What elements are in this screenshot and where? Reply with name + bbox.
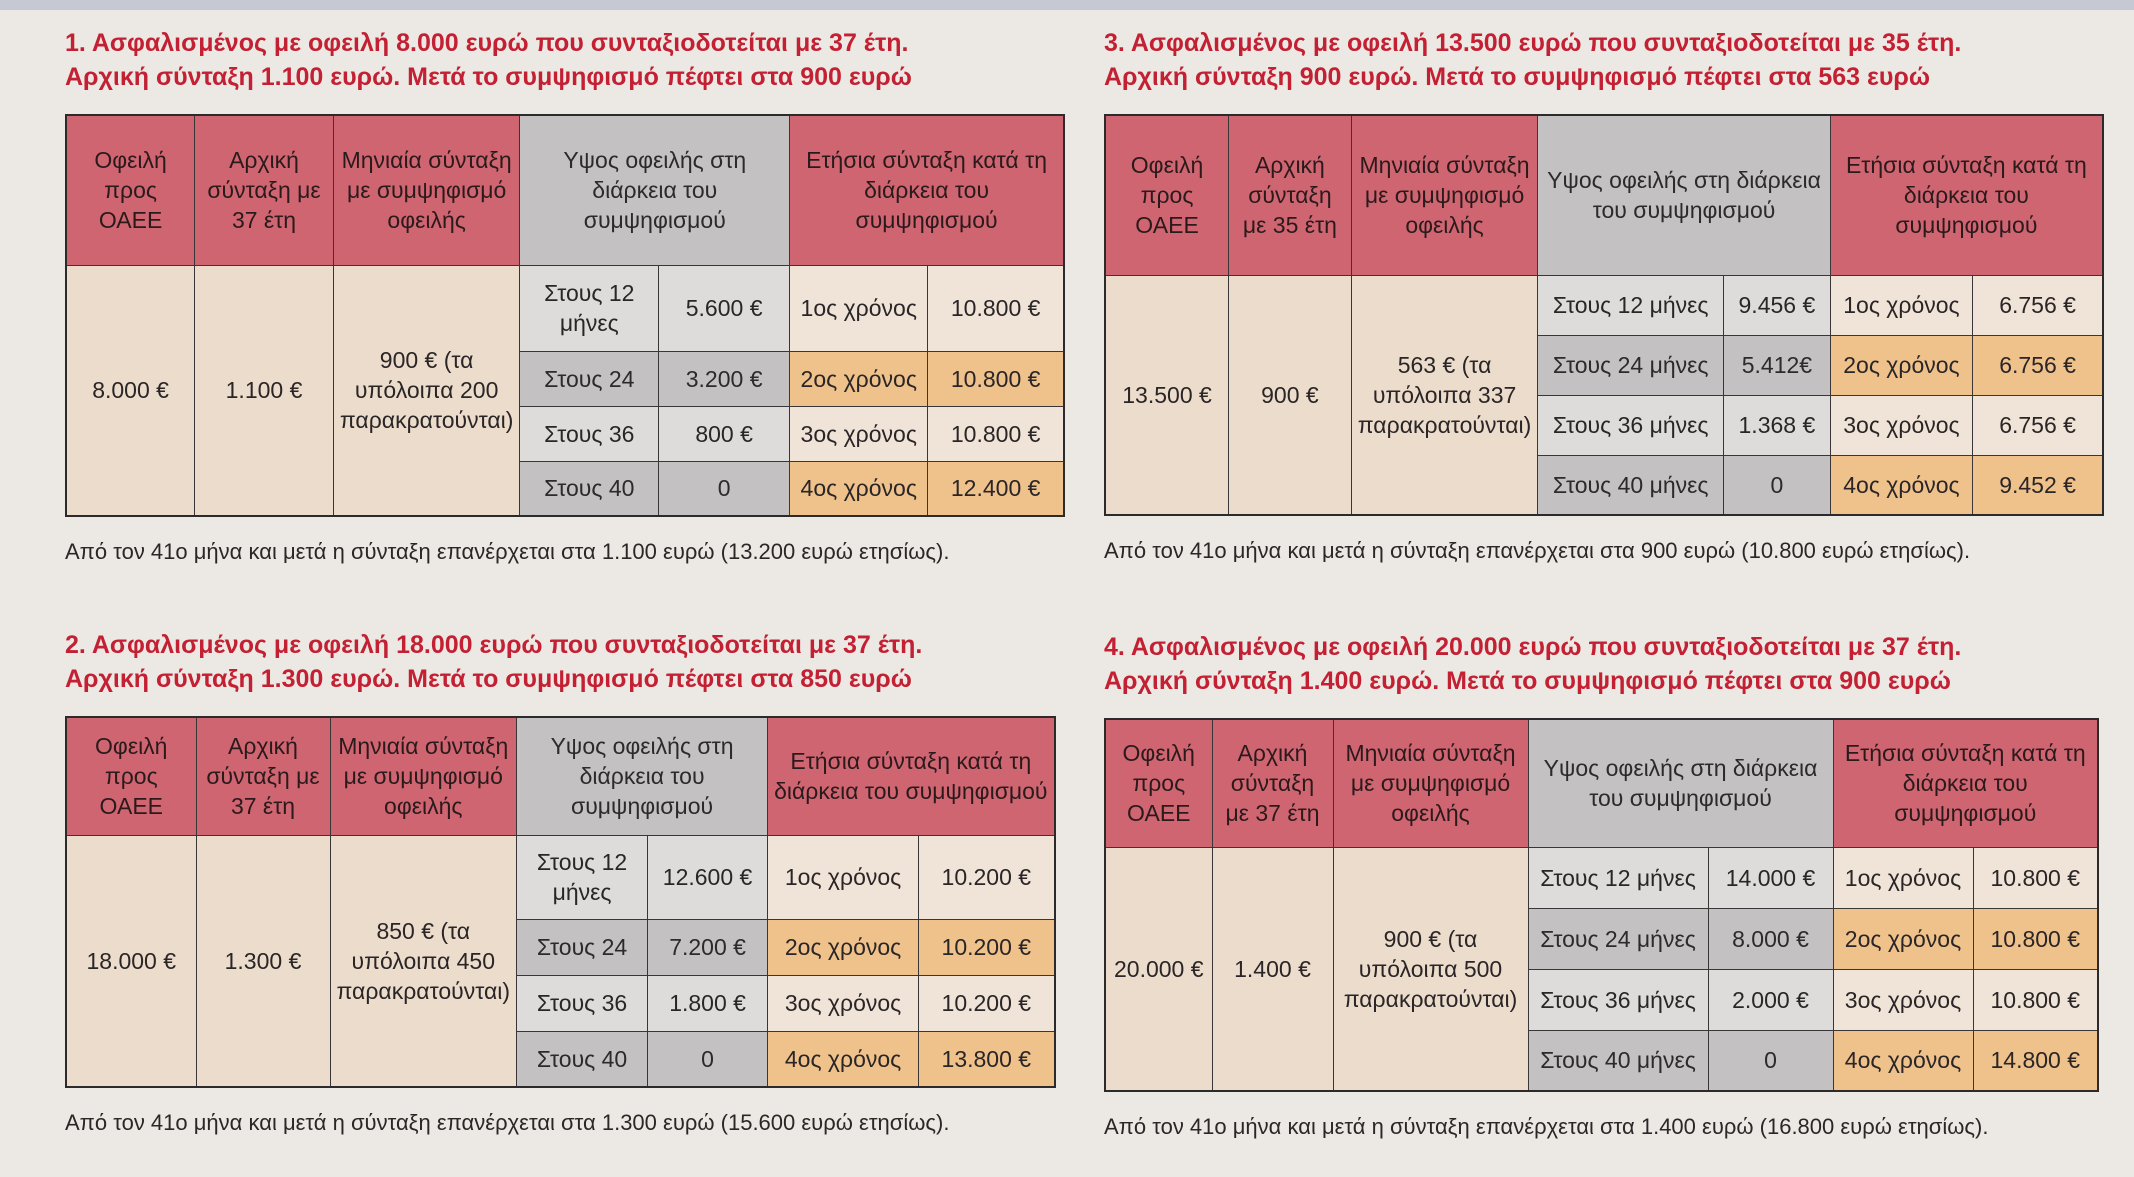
period-cell: Στους 24 <box>520 351 659 406</box>
monthly-pension-cell: 850 € (τα υπόλοιπα 450 παρακρατούνται) <box>330 835 517 1087</box>
table-row <box>66 835 1055 919</box>
header-debt: Οφειλή προς ΟΑΕΕ <box>1105 719 1212 847</box>
initial-pension-cell: 1.100 € <box>195 265 334 516</box>
year-cell: 2ος χρόνος <box>1833 908 1973 969</box>
year-cell: 3ος χρόνος <box>1833 969 1973 1030</box>
table-header-row <box>1105 115 2103 275</box>
pension-table-panel-3 <box>1104 26 2104 566</box>
year-cell: 3ος χρόνος <box>768 975 919 1031</box>
period-cell: Στους 12 μήνες <box>1528 847 1708 908</box>
initial-pension-cell: 1.400 € <box>1212 847 1333 1091</box>
annual-pension-cell: 9.452 € <box>1973 455 2103 515</box>
panel-heading-line-2: Αρχική σύνταξη 900 ευρώ. Μετά το συμψηφισμό πέφτει στα 563 ευρώ <box>1104 63 1931 91</box>
table-header-row <box>66 717 1055 835</box>
year-cell: 4ος χρόνος <box>790 461 928 516</box>
table-row <box>66 265 1064 351</box>
header-annual-pension: Ετήσια σύνταξη κατά τη διάρκεια του συμψηφισμού <box>790 115 1064 265</box>
top-edge-bar <box>0 0 2134 10</box>
remaining-debt-cell: 1.800 € <box>648 975 768 1031</box>
header-remaining-debt: Υψος οφειλής στη διάρκεια του συμψηφισμού <box>1538 115 1830 275</box>
offset-table <box>65 114 1065 517</box>
header-remaining-debt: Υψος οφειλής στη διάρκεια του συμψηφισμού <box>1528 719 1833 847</box>
debt-cell: 20.000 € <box>1105 847 1212 1091</box>
header-initial-pension: Αρχική σύνταξη με 35 έτη <box>1229 115 1352 275</box>
pension-table-panel-2 <box>65 628 1065 1138</box>
header-monthly-pension: Μηνιαία σύνταξη με συμψηφισμό οφειλής <box>1351 115 1538 275</box>
annual-pension-cell: 10.200 € <box>919 919 1055 975</box>
header-debt: Οφειλή προς ΟΑΕΕ <box>66 115 195 265</box>
period-cell: Στους 36 <box>517 975 648 1031</box>
table-header-row <box>1105 719 2098 847</box>
annual-pension-cell: 10.800 € <box>1973 847 2098 908</box>
remaining-debt-cell: 0 <box>1708 1030 1833 1091</box>
header-annual-pension: Ετήσια σύνταξη κατά τη διάρκεια του συμψηφισμού <box>1833 719 2098 847</box>
year-cell: 2ος χρόνος <box>768 919 919 975</box>
remaining-debt-cell: 0 <box>1724 455 1831 515</box>
table-row <box>1105 847 2098 908</box>
annual-pension-cell: 10.800 € <box>1973 908 2098 969</box>
initial-pension-cell: 900 € <box>1229 275 1352 515</box>
year-cell: 1ος χρόνος <box>1830 275 1972 335</box>
panel-heading-line-1: 3. Ασφαλισμένος με οφειλή 13.500 ευρώ που συνταξιοδοτείται με 35 έτη. <box>1104 29 1962 57</box>
period-cell: Στους 40 <box>520 461 659 516</box>
header-monthly-pension: Μηνιαία σύνταξη με συμψηφισμό οφειλής <box>330 717 517 835</box>
offset-table <box>1104 718 2099 1092</box>
header-annual-pension: Ετήσια σύνταξη κατά τη διάρκεια του συμψηφισμού <box>1830 115 2103 275</box>
year-cell: 4ος χρόνος <box>1833 1030 1973 1091</box>
remaining-debt-cell: 5.412€ <box>1724 335 1831 395</box>
annual-pension-cell: 6.756 € <box>1973 335 2103 395</box>
period-cell: Στους 12 μήνες <box>520 265 659 351</box>
header-remaining-debt: Υψος οφειλής στη διάρκεια του συμψηφισμού <box>520 115 790 265</box>
annual-pension-cell: 10.200 € <box>919 975 1055 1031</box>
table-footnote: Από τον 41ο μήνα και μετά η σύνταξη επανέρχεται στα 1.400 ευρώ (16.800 ευρώ ετησίως). <box>1104 1114 1989 1139</box>
period-cell: Στους 40 μήνες <box>1528 1030 1708 1091</box>
remaining-debt-cell: 2.000 € <box>1708 969 1833 1030</box>
header-annual-pension: Ετήσια σύνταξη κατά τη διάρκεια του συμψηφισμού <box>768 717 1055 835</box>
annual-pension-cell: 6.756 € <box>1973 395 2103 455</box>
panel-heading-line-1: 1. Ασφαλισμένος με οφειλή 8.000 ευρώ που συνταξιοδοτείται με 37 έτη. <box>65 29 909 57</box>
remaining-debt-cell: 8.000 € <box>1708 908 1833 969</box>
monthly-pension-cell: 563 € (τα υπόλοιπα 337 παρακρατούνται) <box>1351 275 1538 515</box>
header-monthly-pension: Μηνιαία σύνταξη με συμψηφισμό οφειλής <box>333 115 520 265</box>
annual-pension-cell: 13.800 € <box>919 1031 1055 1087</box>
period-cell: Στους 36 <box>520 406 659 461</box>
initial-pension-cell: 1.300 € <box>196 835 330 1087</box>
annual-pension-cell: 10.800 € <box>1973 969 2098 1030</box>
panel-heading-line-1: 2. Ασφαλισμένος με οφειλή 18.000 ευρώ που συνταξιοδοτείται με 37 έτη. <box>65 631 923 659</box>
remaining-debt-cell: 0 <box>648 1031 768 1087</box>
annual-pension-cell: 10.800 € <box>928 351 1064 406</box>
header-initial-pension: Αρχική σύνταξη με 37 έτη <box>196 717 330 835</box>
debt-cell: 13.500 € <box>1105 275 1229 515</box>
year-cell: 2ος χρόνος <box>790 351 928 406</box>
header-remaining-debt: Υψος οφειλής στη διάρκεια του συμψηφισμού <box>517 717 768 835</box>
period-cell: Στους 24 μήνες <box>1538 335 1724 395</box>
debt-cell: 8.000 € <box>66 265 195 516</box>
pension-table-panel-1 <box>65 26 1065 567</box>
panel-heading-line-2: Αρχική σύνταξη 1.400 ευρώ. Μετά το συμψηφισμό πέφτει στα 900 ευρώ <box>1104 667 1951 695</box>
remaining-debt-cell: 9.456 € <box>1724 275 1831 335</box>
period-cell: Στους 24 μήνες <box>1528 908 1708 969</box>
header-initial-pension: Αρχική σύνταξη με 37 έτη <box>195 115 334 265</box>
table-row <box>1105 275 2103 335</box>
year-cell: 4ος χρόνος <box>768 1031 919 1087</box>
annual-pension-cell: 6.756 € <box>1973 275 2103 335</box>
period-cell: Στους 36 μήνες <box>1538 395 1724 455</box>
remaining-debt-cell: 7.200 € <box>648 919 768 975</box>
monthly-pension-cell: 900 € (τα υπόλοιπα 500 παρακρατούνται) <box>1333 847 1528 1091</box>
header-monthly-pension: Μηνιαία σύνταξη με συμψηφισμό οφειλής <box>1333 719 1528 847</box>
remaining-debt-cell: 1.368 € <box>1724 395 1831 455</box>
table-footnote: Από τον 41ο μήνα και μετά η σύνταξη επανέρχεται στα 1.100 ευρώ (13.200 ευρώ ετησίως). <box>65 539 950 564</box>
period-cell: Στους 36 μήνες <box>1528 969 1708 1030</box>
table-footnote: Από τον 41ο μήνα και μετά η σύνταξη επανέρχεται στα 900 ευρώ (10.800 ευρώ ετησίως). <box>1104 538 1971 563</box>
period-cell: Στους 24 <box>517 919 648 975</box>
remaining-debt-cell: 14.000 € <box>1708 847 1833 908</box>
annual-pension-cell: 14.800 € <box>1973 1030 2098 1091</box>
pension-table-panel-4 <box>1104 630 2104 1142</box>
year-cell: 2ος χρόνος <box>1830 335 1972 395</box>
annual-pension-cell: 10.200 € <box>919 835 1055 919</box>
panel-heading-line-1: 4. Ασφαλισμένος με οφειλή 20.000 ευρώ που συνταξιοδοτείται με 37 έτη. <box>1104 633 1962 661</box>
offset-table <box>1104 114 2104 516</box>
remaining-debt-cell: 5.600 € <box>659 265 790 351</box>
header-debt: Οφειλή προς ΟΑΕΕ <box>66 717 196 835</box>
panel-heading-line-2: Αρχική σύνταξη 1.300 ευρώ. Μετά το συμψηφισμό πέφτει στα 850 ευρώ <box>65 665 912 693</box>
year-cell: 1ος χρόνος <box>1833 847 1973 908</box>
table-footnote: Από τον 41ο μήνα και μετά η σύνταξη επανέρχεται στα 1.300 ευρώ (15.600 ευρώ ετησίως). <box>65 1110 950 1135</box>
header-initial-pension: Αρχική σύνταξη με 37 έτη <box>1212 719 1333 847</box>
period-cell: Στους 40 <box>517 1031 648 1087</box>
panel-heading-line-2: Αρχική σύνταξη 1.100 ευρώ. Μετά το συμψηφισμό πέφτει στα 900 ευρώ <box>65 63 912 91</box>
year-cell: 3ος χρόνος <box>1830 395 1972 455</box>
table-header-row <box>66 115 1064 265</box>
annual-pension-cell: 10.800 € <box>928 265 1064 351</box>
remaining-debt-cell: 800 € <box>659 406 790 461</box>
debt-cell: 18.000 € <box>66 835 196 1087</box>
period-cell: Στους 40 μήνες <box>1538 455 1724 515</box>
year-cell: 1ος χρόνος <box>768 835 919 919</box>
remaining-debt-cell: 12.600 € <box>648 835 768 919</box>
remaining-debt-cell: 3.200 € <box>659 351 790 406</box>
year-cell: 1ος χρόνος <box>790 265 928 351</box>
period-cell: Στους 12 μήνες <box>1538 275 1724 335</box>
annual-pension-cell: 10.800 € <box>928 406 1064 461</box>
monthly-pension-cell: 900 € (τα υπόλοιπα 200 παρακρατούνται) <box>333 265 520 516</box>
year-cell: 3ος χρόνος <box>790 406 928 461</box>
header-debt: Οφειλή προς ΟΑΕΕ <box>1105 115 1229 275</box>
period-cell: Στους 12 μήνες <box>517 835 648 919</box>
annual-pension-cell: 12.400 € <box>928 461 1064 516</box>
year-cell: 4ος χρόνος <box>1830 455 1972 515</box>
offset-table <box>65 716 1056 1088</box>
remaining-debt-cell: 0 <box>659 461 790 516</box>
